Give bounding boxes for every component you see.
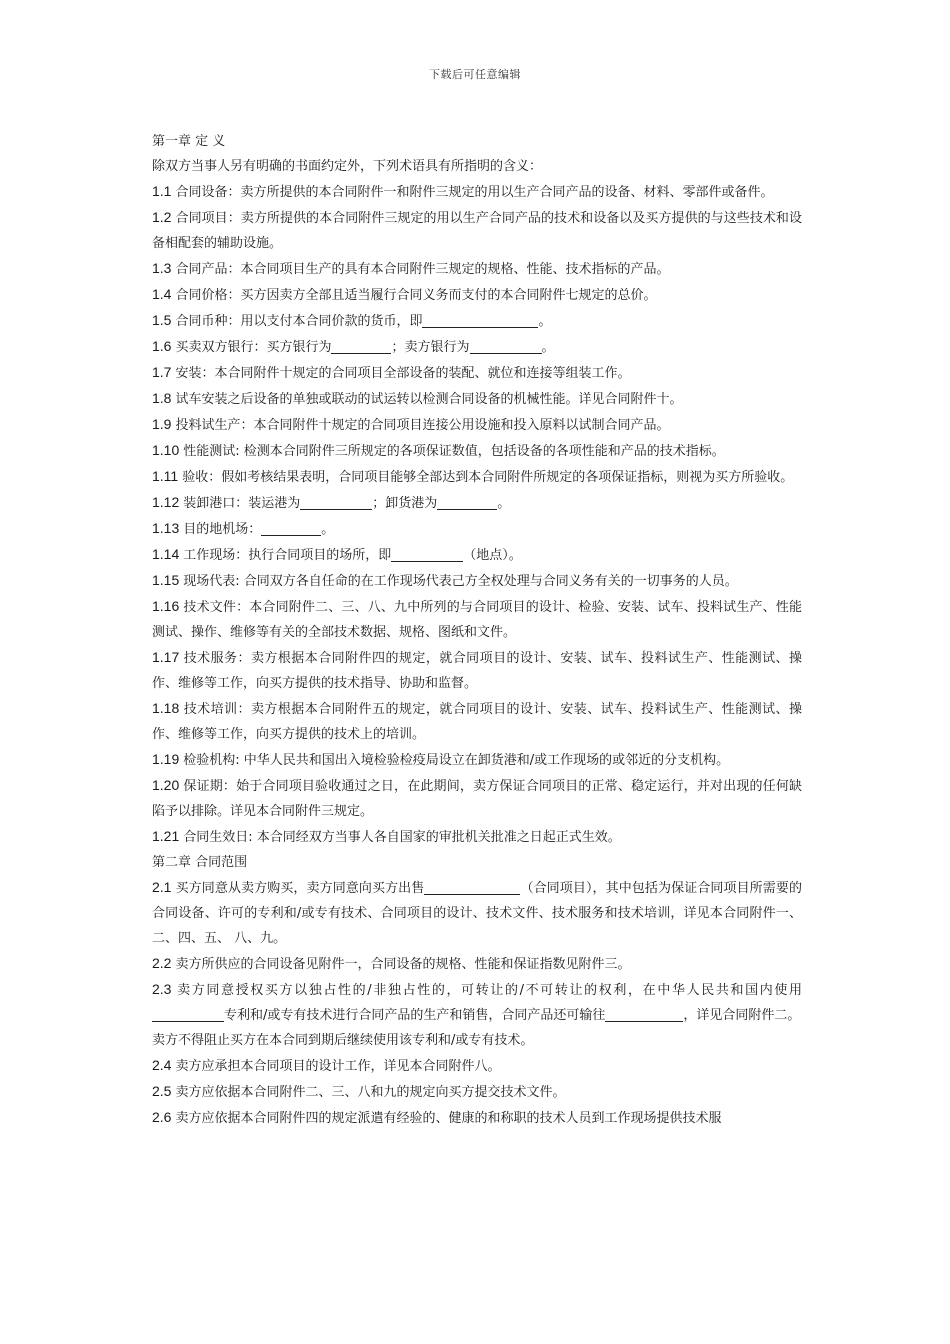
clause-number: 1.15 xyxy=(152,572,180,588)
clause-text: 保证期：始于合同项目验收通过之日，在此期间，卖方保证合同项目的正常、稳定运行，并对出现的任何缺陷予以排除。详见本合同附件三规定。 xyxy=(152,779,802,819)
site-blank xyxy=(391,546,463,562)
clause-2-4 xyxy=(152,1053,802,1079)
clause-1-17 xyxy=(152,645,802,696)
clause-1-3 xyxy=(152,256,802,282)
clause-number: 1.16 xyxy=(152,598,180,614)
clause-1-12 xyxy=(152,490,802,516)
clause-number: 2.4 xyxy=(152,1057,172,1073)
clause-2-1 xyxy=(152,875,802,951)
clause-text: 合同产品：本合同项目生产的具有本合同附件三规定的规格、性能、技术指标的产品。 xyxy=(175,262,670,277)
clause-number: 1.5 xyxy=(152,312,172,328)
clause-text: 。 xyxy=(538,314,552,329)
clause-1-1 xyxy=(152,179,802,205)
clause-1-5 xyxy=(152,308,802,334)
clause-text: ；卖方银行为 xyxy=(391,340,470,355)
clause-text: ，详见合同附件二。 xyxy=(683,1008,801,1023)
clause-number: 1.4 xyxy=(152,286,172,302)
clause-number: 1.7 xyxy=(152,364,172,380)
clause-number: 1.10 xyxy=(152,442,180,458)
clause-1-14 xyxy=(152,542,802,568)
clause-text: 合同设备：卖方所提供的本合同附件一和附件三规定的用以生产合同产品的设备、材料、零部件或备件。 xyxy=(175,185,774,200)
clause-number: 1.2 xyxy=(152,209,172,225)
chapter-1-intro: 除双方当事人另有明确的书面约定外，下列术语具有所指明的含义： xyxy=(152,159,543,174)
clause-2-3 xyxy=(152,977,802,1028)
clause-text: ；卸货港为 xyxy=(372,496,438,511)
clause-1-15 xyxy=(152,568,802,594)
clause-1-20 xyxy=(152,773,802,824)
clause-1-8 xyxy=(152,386,802,412)
clause-text: 买卖双方银行：买方银行为 xyxy=(175,340,332,355)
clause-number: 2.5 xyxy=(152,1083,172,1099)
loading-port-blank xyxy=(300,494,372,510)
clause-text: 合同价格：买方因卖方全部且适当履行合同义务而支付的本合同附件七规定的总价。 xyxy=(175,288,657,303)
clause-text: 卖方应依据本合同附件四的规定派遣有经验的、健康的和称职的技术人员到工作现场提供技术服 xyxy=(175,1111,722,1126)
clause-number: 1.13 xyxy=(152,520,180,536)
clause-1-9 xyxy=(152,412,802,438)
clause-text: 性能测试: 检测本合同附件三所规定的各项保证数值，包括设备的各项性能和产品的技术指标。 xyxy=(183,444,725,459)
clause-text: 试车安装之后设备的单独或联动的试运转以检测合同设备的机械性能。详见合同附件十。 xyxy=(175,392,683,407)
clause-text: 卖方所供应的合同设备见附件一，合同设备的规格、性能和保证指数见附件三。 xyxy=(175,957,631,972)
clause-number: 1.6 xyxy=(152,338,172,354)
clause-number: 1.9 xyxy=(152,416,172,432)
clause-text: 合同币种：用以支付本合同价款的货币，即 xyxy=(175,314,423,329)
clause-number: 1.18 xyxy=(152,700,180,716)
clause-text: 卖方同意授权买方以独占性的/非独占性的，可转让的/不可转让的权利，在中华人民共和国内使用 xyxy=(175,983,802,998)
clause-text: 合同生效日: 本合同经双方当事人各自国家的审批机关批准之日起正式生效。 xyxy=(183,830,621,845)
clause-text: 技术服务：卖方根据本合同附件四的规定，就合同项目的设计、安装、试车、投料试生产、性能测试、操作、维修等工作，向买方提供的技术指导、协助和监督。 xyxy=(152,651,802,691)
clause-number: 1.19 xyxy=(152,751,180,767)
clause-text: 专利和/或专有技术进行合同产品的生产和销售，合同产品还可输往 xyxy=(224,1008,606,1023)
clause-number: 2.1 xyxy=(152,879,172,895)
clause-text: 合同项目：卖方所提供的本合同附件三规定的用以生产合同产品的技术和设备以及买方提供的与这些技术和设备相配套的辅助设施。 xyxy=(152,211,802,251)
clause-2-2 xyxy=(152,951,802,977)
clause-number: 2.2 xyxy=(152,955,172,971)
clause-1-16 xyxy=(152,594,802,645)
clause-text: 买方同意从卖方购买，卖方同意向买方出售 xyxy=(175,881,425,896)
clause-number: 1.3 xyxy=(152,260,172,276)
clause-text: 技术培训：卖方根据本合同附件五的规定，就合同项目的设计、安装、试车、投料试生产、性能测试、操作、维修等工作，向买方提供的技术上的培训。 xyxy=(152,702,802,742)
clause-text: 。 xyxy=(541,340,555,355)
clause-2-5 xyxy=(152,1079,802,1105)
currency-blank xyxy=(422,312,538,328)
clause-text: 工作现场：执行合同项目的场所，即 xyxy=(183,548,392,563)
clause-text: （地点）。 xyxy=(463,548,522,563)
chapter-2-title: 第二章 合同范围 xyxy=(152,855,248,870)
contract-item-blank xyxy=(424,879,520,895)
clause-number: 2.6 xyxy=(152,1109,172,1125)
clause-text: （合同项目），其中包括为保证合同项目所需要的合同设备、许可的专利和/或专有技术、合同项目的设计、技术文件、技术服务和技术培训，详见本合同附件一、二、四、五、 八、九。 xyxy=(152,881,802,946)
clause-number: 1.21 xyxy=(152,828,180,844)
clause-1-19 xyxy=(152,747,802,773)
contract-body xyxy=(152,129,802,1131)
clause-text: 现场代表: 合同双方各自任命的在工作现场代表己方全权处理与合同义务有关的一切事务的人员。 xyxy=(183,574,738,589)
airport-blank xyxy=(261,520,321,536)
clause-1-6 xyxy=(152,334,802,360)
unloading-port-blank xyxy=(437,494,497,510)
clause-2-6 xyxy=(152,1105,802,1131)
clause-text: 。 xyxy=(321,522,335,537)
clause-text: 安装：本合同附件十规定的合同项目全部设备的装配、就位和连接等组装工作。 xyxy=(175,366,631,381)
clause-text: 验收：假如考核结果表明，合同项目能够全部达到本合同附件所规定的各项保证指标，则视为买方所验收。 xyxy=(182,470,794,485)
page-header: 下载后可任意编辑 xyxy=(429,68,521,81)
clause-1-18 xyxy=(152,696,802,747)
chapter-1-title: 第一章 定 义 xyxy=(152,134,226,149)
patent-blank xyxy=(152,1006,224,1022)
clause-1-11 xyxy=(152,464,802,490)
clause-number: 2.3 xyxy=(152,981,172,997)
clause-text: 卖方应承担本合同项目的设计工作，详见本合同附件八。 xyxy=(175,1059,501,1074)
clause-1-4 xyxy=(152,282,802,308)
clause-number: 1.1 xyxy=(152,183,172,199)
clause-1-10 xyxy=(152,438,802,464)
clause-2-3-note: 卖方不得阻止买方在本合同到期后继续使用该专利和/或专有技术。 xyxy=(152,1033,534,1048)
clause-1-2 xyxy=(152,205,802,256)
clause-text: 卖方应依据本合同附件二、三、八和九的规定向买方提交技术文件。 xyxy=(175,1085,566,1100)
clause-text: 装卸港口：装运港为 xyxy=(183,496,301,511)
clause-number: 1.17 xyxy=(152,649,180,665)
clause-text: 技术文件：本合同附件二、三、八、九中所列的与合同项目的设计、检验、安装、试车、投料试生产、性能测试、操作、维修等有关的全部技术数据、规格、图纸和文件。 xyxy=(152,600,802,640)
clause-number: 1.20 xyxy=(152,777,180,793)
clause-text: 。 xyxy=(497,496,511,511)
clause-1-21 xyxy=(152,824,802,850)
buyer-bank-blank xyxy=(331,338,391,354)
clause-number: 1.12 xyxy=(152,494,180,510)
clause-number: 1.11 xyxy=(152,468,179,484)
clause-text: 目的地机场： xyxy=(183,522,262,537)
clause-number: 1.14 xyxy=(152,546,180,562)
clause-1-13 xyxy=(152,516,802,542)
export-region-blank xyxy=(605,1006,683,1022)
clause-1-7 xyxy=(152,360,802,386)
seller-bank-blank xyxy=(470,338,542,354)
clause-text: 检验机构: 中华人民共和国出入境检验检疫局设立在卸货港和/或工作现场的或邻近的分支机构。 xyxy=(183,753,730,768)
clause-text: 投料试生产：本合同附件十规定的合同项目连接公用设施和投入原料以试制合同产品。 xyxy=(175,418,670,433)
clause-number: 1.8 xyxy=(152,390,172,406)
